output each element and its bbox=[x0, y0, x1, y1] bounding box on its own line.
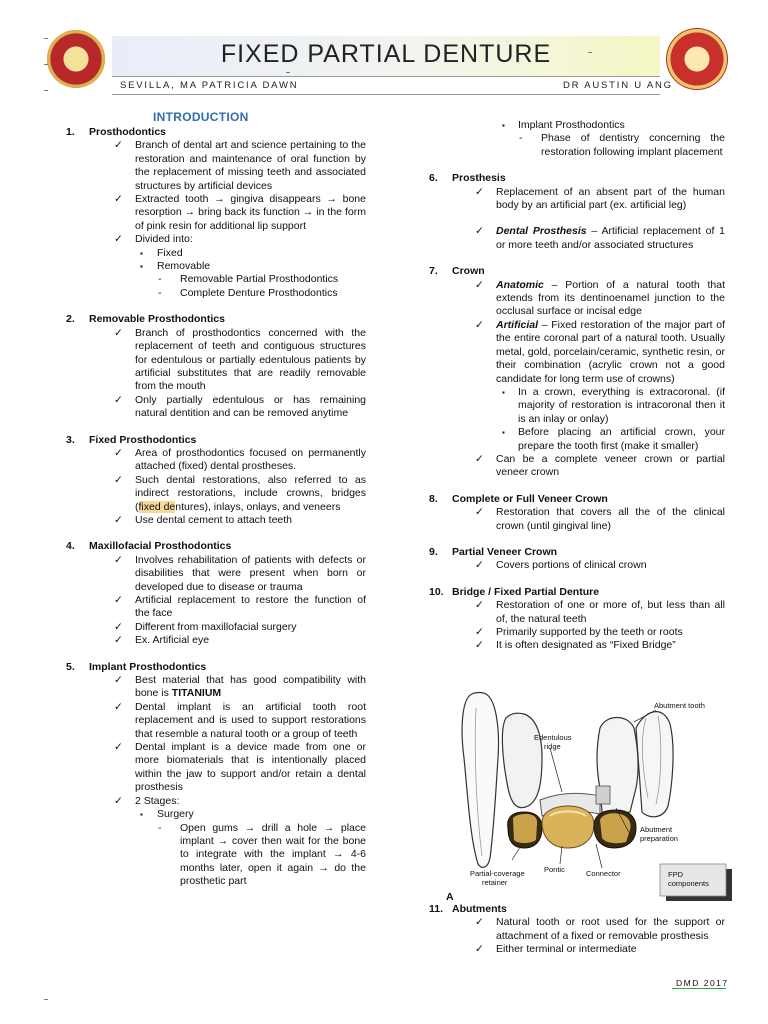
author-name: SEVILLA, MA PATRICIA DAWN bbox=[120, 80, 299, 91]
label-pontic: Pontic bbox=[544, 865, 565, 874]
bullet: ✓ Involves rehabilitation of patients with defects or disabilities that were present when born or developed due to disease or trauma bbox=[114, 553, 366, 593]
label-connector: Connector bbox=[586, 869, 621, 878]
label-components: components bbox=[668, 879, 709, 888]
bullet: ✓ Can be a complete veneer crown or partial veneer crown bbox=[475, 452, 725, 479]
bullet: ✓ Only partially edentulous or has remaining natural dentition and can be removed anytime bbox=[114, 393, 366, 420]
bullet: ✓ Restoration that covers all the of the clinical crown (until gingival line) bbox=[475, 506, 725, 532]
margin-mark bbox=[44, 999, 48, 1000]
section-heading-introduction: INTRODUCTION bbox=[153, 110, 249, 124]
sub-bullet: ▪ Before placing an artificial crown, your prepare the tooth first (make it smaller) bbox=[502, 426, 725, 452]
lecturer-name: DR AUSTIN U ANG bbox=[563, 80, 673, 91]
abutment-tooth-right bbox=[636, 712, 673, 817]
label-fpd: FPD bbox=[668, 870, 683, 879]
label-ridge: ridge bbox=[544, 742, 561, 751]
heading-complete-veneer-crown: 8. Complete or Full Veneer Crown bbox=[429, 492, 608, 505]
label-preparation: preparation bbox=[640, 834, 678, 843]
label-abutment-tooth: Abutment tooth bbox=[654, 701, 705, 710]
label-edentulous: Edentulous bbox=[534, 733, 572, 742]
bullet: ✓ Artificial – Fixed restoration of the major part of the entire coronal part of a natural tooth. Usually metal, gold, porcelain/ceramic, synthetic resin, or their combination (acrylic crown not a good candidate for long term use of crowns) bbox=[475, 318, 725, 385]
heading-implant-prosthodontics: 5. Implant Prosthodontics bbox=[66, 660, 207, 673]
sub-bullet: ▪ Fixed bbox=[140, 246, 183, 259]
heading-maxillofacial-prosthodontics: 4. Maxillofacial Prosthodontics bbox=[66, 540, 232, 553]
bullet: ✓ Dental Prosthesis – Artificial replacement of 1 or more teeth and/or associated structures bbox=[475, 225, 725, 251]
sub-bullet: ▪ Implant Prosthodontics bbox=[502, 119, 625, 131]
partial-coverage-retainer bbox=[513, 814, 537, 843]
figure-caption: A bbox=[446, 891, 454, 903]
dash-item: - Removable Partial Prosthodontics bbox=[158, 273, 339, 286]
bullet: ✓ Covers portions of clinical crown bbox=[475, 559, 647, 572]
heading-removable-prosthodontics: 2. Removable Prosthodontics bbox=[66, 313, 225, 326]
right-column-bottom bbox=[429, 903, 725, 957]
university-seal bbox=[666, 28, 728, 90]
bullet: ✓ Either terminal or intermediate bbox=[475, 943, 637, 956]
sub-bullet: ▪ In a crown, everything is extracoronal. (if majority of restoration is intracoronal then it is an inlay or onlay) bbox=[502, 385, 725, 425]
bullet: ✓ Branch of dental art and science pertaining to the restoration and maintenance of oral function by the replacement of missing teeth and associated structures by artificial devices bbox=[114, 139, 366, 192]
dash-item: - Open gums → drill a hole → place implant → cover then wait for the bone to integrate with the implant → 4-6 months later, open it again → do the prosthetic part bbox=[158, 821, 366, 888]
heading-prosthodontics: 1. Prosthodontics bbox=[66, 126, 167, 138]
footer-underline bbox=[672, 988, 726, 989]
bullet: ✓ Primarily supported by the teeth or roots bbox=[475, 626, 683, 638]
highlighted-text: fixed de bbox=[138, 500, 176, 513]
bullet: ✓ Best material that has good compatibility with bone is TITANIUM bbox=[114, 674, 366, 700]
bullet: ✓ Area of prosthodontics focused on permanently attached (fixed) dental prostheses. bbox=[114, 446, 366, 473]
bullet: ✓ Different from maxillofacial surgery bbox=[114, 620, 297, 633]
heading-fixed-prosthodontics: 3. Fixed Prosthodontics bbox=[66, 433, 197, 446]
heading-crown: 7. Crown bbox=[429, 265, 485, 278]
margin-mark bbox=[44, 64, 48, 65]
bullet: ✓ Extracted tooth → gingiva disappears → bone resorption → bring back its function → in the form of pink resin for additional lip support bbox=[114, 193, 366, 232]
full-retainer bbox=[600, 813, 631, 843]
bullet: ✓ Use dental cement to attach teeth bbox=[114, 513, 293, 526]
label-abutment: Abutment bbox=[640, 825, 673, 834]
college-of-dentistry-seal bbox=[47, 30, 105, 88]
sub-bullet: ▪ Removable bbox=[140, 260, 211, 273]
abutment-preparation bbox=[596, 786, 610, 804]
bullet: ✓ Restoration of one or more of, but less than all of, the natural teeth bbox=[475, 599, 725, 625]
fpd-components-figure bbox=[450, 688, 740, 906]
label-partial-coverage: Partial-coverage bbox=[470, 869, 525, 878]
bullet: ✓ Anatomic – Portion of a natural tooth that extends from its dentinoenamel junction to the occlusal surface or incisal edge bbox=[475, 278, 725, 318]
heading-abutments: 11. Abutments bbox=[429, 903, 507, 915]
margin-mark bbox=[286, 72, 290, 73]
document-title: FIXED PARTIAL DENTURE bbox=[220, 40, 552, 68]
bullet: ✓ Natural tooth or root used for the support or attachment of a fixed or removable prosthesis bbox=[475, 916, 725, 942]
label-retainer: retainer bbox=[482, 878, 508, 887]
footer-label: DMD 2017 bbox=[676, 978, 729, 988]
margin-mark bbox=[44, 90, 48, 91]
bullet: ✓ Dental implant is an artificial tooth root replacement and is used to support restorations that resemble a natural tooth or a group of teeth bbox=[114, 700, 366, 740]
bullet: ✓ Artificial replacement to restore the function of the face bbox=[114, 594, 366, 620]
dash-item: - Phase of dentistry concerning the restoration following implant placement bbox=[519, 132, 725, 158]
middle-tooth bbox=[502, 713, 542, 807]
heading-prosthesis: 6. Prosthesis bbox=[429, 172, 506, 185]
heading-partial-veneer-crown: 9. Partial Veneer Crown bbox=[429, 545, 558, 558]
bullet: ✓ Replacement of an absent part of the human body by an artificial part (ex. artificial leg) bbox=[475, 185, 725, 212]
bullet: ✓ Ex. Artificial eye bbox=[114, 634, 210, 647]
bullet: ✓ 2 Stages: bbox=[114, 794, 180, 807]
bullet: ✓ Divided into: bbox=[114, 233, 193, 246]
margin-mark bbox=[44, 38, 48, 39]
dash-item: - Complete Denture Prosthodontics bbox=[158, 286, 338, 299]
margin-mark bbox=[588, 52, 592, 53]
bullet: ✓ Branch of prosthodontics concerned with the replacement of teeth and contiguous structures for edentulous or partially edentulous patients by artificial substitutes that are readily removable from the mouth bbox=[114, 326, 366, 393]
right-column bbox=[429, 119, 725, 653]
sub-bullet: ▪ Surgery bbox=[140, 808, 194, 821]
left-column bbox=[66, 126, 366, 889]
bullet: ✓ It is often designated as “Fixed Bridge” bbox=[475, 639, 676, 652]
bullet: ✓ Such dental restorations, also referred to as indirect restorations, include crowns, bridges (fixed dentures), inlays, onlays, and veneers bbox=[114, 473, 366, 513]
heading-bridge: 10. Bridge / Fixed Partial Denture bbox=[429, 585, 600, 598]
bullet: ✓ Dental implant is a device made from one or more biomaterials that is intentionally placed within the jaw to support and/or retain a dental prosthesis bbox=[114, 741, 366, 794]
